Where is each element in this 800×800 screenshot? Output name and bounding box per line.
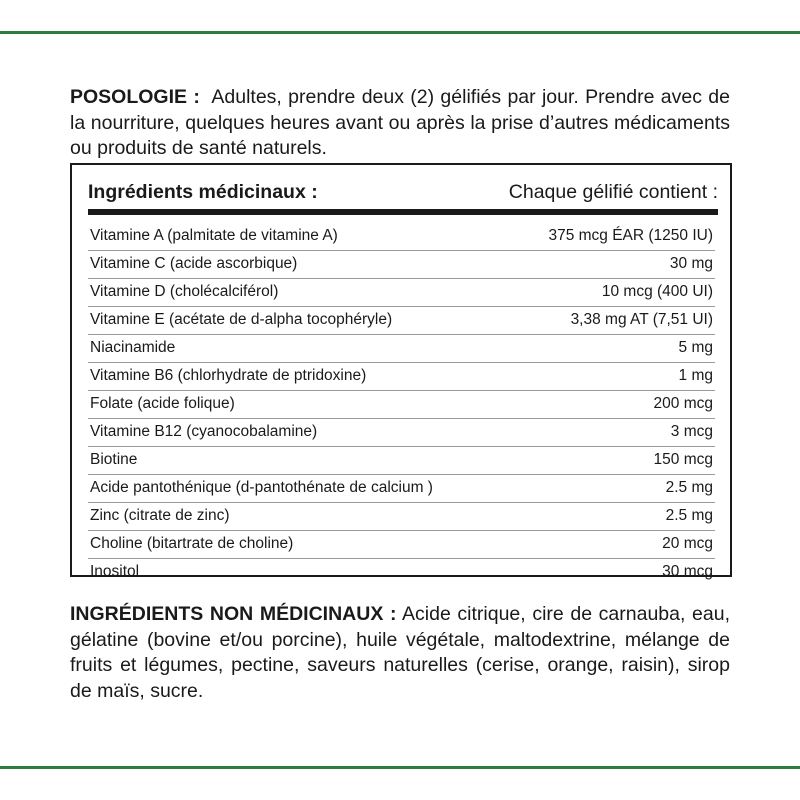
ingredient-amount: 1 mg: [678, 367, 713, 384]
ingredient-amount: 3,38 mg AT (7,51 UI): [570, 311, 713, 328]
dosage-text: Adultes, prendre deux (2) gélifiés par jour. Prendre avec de la nourriture, quelques heures avant ou après la prise d’autres médicaments ou produits de santé naturels.: [70, 86, 730, 159]
ingredient-amount: 375 mcg ÉAR (1250 IU): [548, 227, 713, 244]
ingredient-name: Choline (bitartrate de choline): [90, 535, 294, 552]
table-header-divider: [88, 209, 718, 215]
bottom-accent-rule: [0, 766, 800, 769]
ingredient-name: Vitamine B12 (cyanocobalamine): [90, 423, 318, 440]
ingredient-name: Vitamine D (cholécalciférol): [90, 283, 279, 300]
ingredient-name: Acide pantothénique (d-pantothénate de calcium ): [90, 479, 433, 496]
table-header-per-softgel: Chaque gélifié contient :: [508, 181, 718, 203]
ingredient-name: Vitamine B6 (chlorhydrate de ptridoxine): [90, 367, 367, 384]
table-row: [88, 475, 715, 503]
table-row: [88, 335, 715, 363]
ingredient-amount: 150 mcg: [653, 451, 713, 468]
ingredient-name: Vitamine E (acétate de d-alpha tocophéryle): [90, 311, 393, 328]
table-row: [88, 531, 715, 559]
non-medicinal-label: INGRÉDIENTS NON MÉDICINAUX :: [70, 603, 397, 625]
dosage-label: POSOLOGIE :: [70, 86, 200, 108]
ingredient-amount: 30 mg: [669, 255, 713, 272]
ingredient-amount: 30 mcg: [662, 563, 713, 580]
ingredient-name: Biotine: [90, 451, 138, 468]
ingredient-name: Inositol: [90, 563, 140, 580]
top-accent-rule: [0, 31, 800, 34]
ingredient-name: Zinc (citrate de zinc): [90, 507, 230, 524]
ingredient-name: Vitamine A (palmitate de vitamine A): [90, 227, 338, 244]
table-body: [88, 223, 715, 586]
ingredient-amount: 3 mcg: [670, 423, 713, 440]
ingredient-amount: 200 mcg: [653, 395, 713, 412]
table-row: [88, 419, 715, 447]
ingredient-amount: 5 mg: [678, 339, 713, 356]
ingredient-name: Vitamine C (acide ascorbique): [90, 255, 298, 272]
table-header-ingredients: Ingrédients médicinaux :: [88, 181, 318, 203]
table-row: [88, 279, 715, 307]
ingredient-amount: 2.5 mg: [665, 479, 713, 496]
table-row: [88, 223, 715, 251]
table-row: [88, 363, 715, 391]
non-medicinal-text: Acide citrique, cire de carnauba, eau, gélatine (bovine et/ou porcine), huile végétale, maltodextrine, mélange de fruits et légumes, pectine, saveurs naturelles (cerise, orange, raisin), sirop de maïs, sucre.: [70, 603, 730, 702]
table-header: [88, 179, 718, 205]
table-row: [88, 559, 715, 586]
ingredient-name: Niacinamide: [90, 339, 176, 356]
non-medicinal-paragraph: [70, 602, 730, 704]
ingredient-amount: 2.5 mg: [665, 507, 713, 524]
table-row: [88, 251, 715, 279]
table-row: [88, 391, 715, 419]
table-row: [88, 447, 715, 475]
ingredient-name: Folate (acide folique): [90, 395, 235, 412]
ingredient-amount: 10 mcg (400 UI): [601, 283, 713, 300]
table-row: [88, 503, 715, 531]
ingredient-amount: 20 mcg: [662, 535, 713, 552]
dosage-paragraph: [70, 85, 730, 162]
medicinal-ingredients-table: [70, 163, 732, 580]
table-row: [88, 307, 715, 335]
